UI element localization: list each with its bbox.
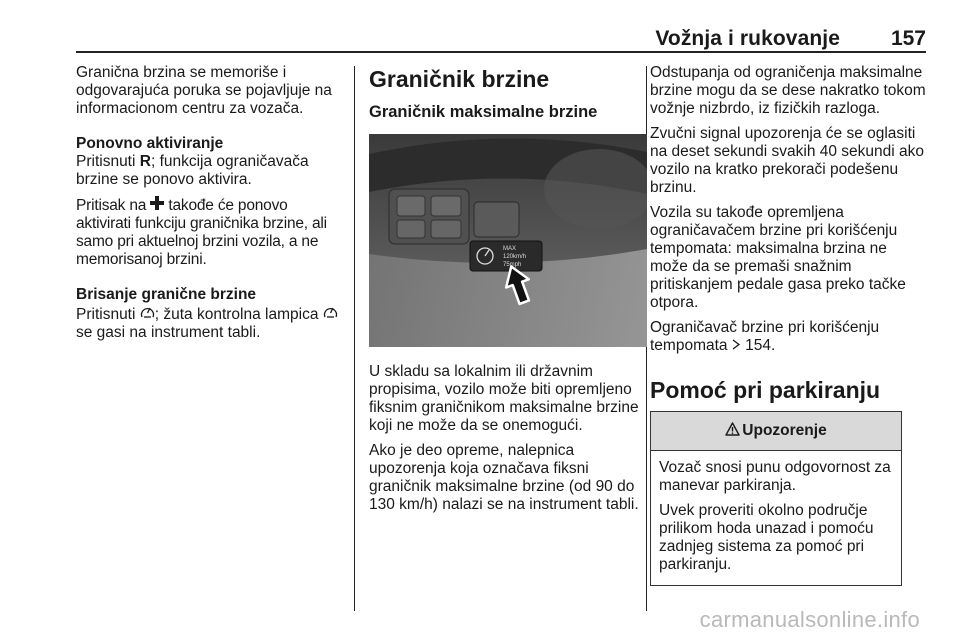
r-key: R (139, 153, 151, 170)
sticker-mph: 75mph (503, 262, 522, 268)
column-2 (369, 64, 639, 521)
sticker-max: MAX (503, 246, 517, 252)
sticker-kmh: 120km/h (503, 254, 527, 260)
warning-body (651, 451, 901, 585)
reactivate-heading: Ponovno aktiviranje (76, 135, 224, 152)
delete-heading: Brisanje granične brzine (76, 286, 257, 303)
dashboard-photo (369, 134, 647, 347)
delete-paragraph: Pritisnuti ; žuta kontrolna lampica se gasi na instrument tabli. (76, 304, 344, 342)
warning-check-surroundings: Uvek proveriti okolno područje prilikom hoda unazad i pomoću zadnjeg sistema za pomoć pri parkiranju. (659, 502, 874, 573)
warning-title: Upozorenje (742, 422, 827, 439)
parking-assist-title: Pomoć pri parkiranju (650, 377, 881, 403)
cruise-reference-paragraph: Ograničavač brzine pri korišćenju tempomata 154. (650, 319, 880, 354)
cruise-reference-link[interactable]: 154. (745, 337, 776, 354)
column-divider-1 (354, 66, 355, 611)
memory-paragraph: Granična brzina se memoriše i odgovarajuća poruka se pojavljuje na informacionom centru za vozača. (76, 64, 332, 117)
column-1 (76, 64, 344, 349)
max-speed-limiter-subtitle: Graničnik maksimalne brzine (369, 103, 598, 121)
speed-limiter-lamp-icon (323, 304, 338, 319)
warning-box (650, 411, 902, 586)
plus-paragraph: Pritisak na takođe će ponovo aktivirati funkciju graničnika brzine, ali samo pri aktuelnoj brzini vozila, a ne memorisanoj brzini. (76, 197, 327, 268)
speed-limiter-icon (140, 304, 155, 319)
cruise-limiter-paragraph: Vozila su takođe opremljena ograničavačem brzine pri korišćenju tempomata: maksimalna brzina ne može da se premaši snažnim pritiskanjem pedale gasa preko tačke otpora. (650, 204, 906, 311)
header-rule (76, 51, 926, 53)
page-number: 157 (890, 27, 926, 50)
warning-sticker-paragraph: Ako je deo opreme, nalepnica upozorenja koja označava fiksni graničnik maksimalne brzine (od 90 do 130 km/h) nalazi se na instrument tabli. (369, 442, 639, 513)
column-3 (650, 64, 926, 586)
acoustic-signal-paragraph: Zvučni signal upozorenja će se oglasiti na deset sekundi svakih 40 sekundi ako vozilo na kratko prekorači podešenu brzinu. (650, 125, 925, 196)
header-title: Vožnja i rukovanje (655, 27, 840, 50)
reactivate-paragraph: Pritisnuti R; funkcija ograničavača brzine se ponovo aktivira. (76, 153, 309, 188)
speed-limiter-title: Graničnik brzine (369, 66, 550, 92)
warning-icon (725, 422, 740, 436)
warning-responsibility: Vozač snosi punu odgovornost za manevar parkiranja. (659, 459, 891, 494)
watermark: carmanualsonline.info (699, 607, 920, 632)
fixed-limiter-paragraph: U skladu sa lokalnim ili državnim propisima, vozilo može biti opremljeno fiksnim graničnikom maksimalne brzine koji ne može da se onemogući. (369, 363, 639, 434)
warning-header (651, 412, 901, 451)
deviation-paragraph: Odstupanja od ograničenja maksimalne brzine mogu da se dese nakratko tokom vožnje nizbrdo, iz fizičkih razloga. (650, 64, 926, 117)
plus-icon (150, 196, 164, 210)
page-reference-icon (732, 339, 741, 350)
